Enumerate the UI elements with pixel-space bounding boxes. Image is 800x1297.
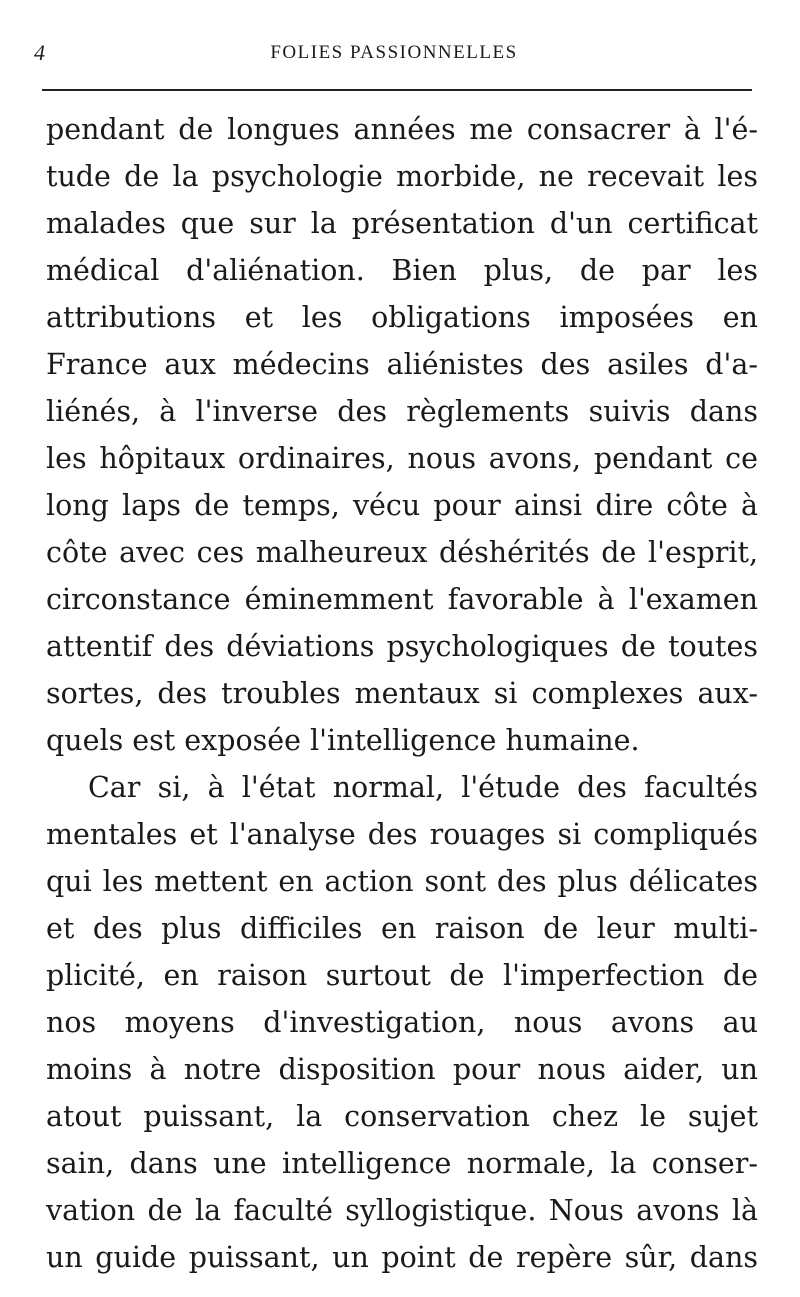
text-line: médical d'aliénation. Bien plus, de par les: [46, 254, 758, 287]
text-line: circonstance éminemment favorable à l'examen: [46, 583, 758, 616]
text-line: vation de la faculté syllogistique. Nous avons là: [46, 1194, 758, 1227]
text-line: nos moyens d'investigation, nous avons au: [46, 1006, 758, 1039]
paragraph-end-line: quels est exposée l'intelligence humaine.: [46, 724, 640, 757]
running-title: FOLIES PASSIONNELLES: [270, 42, 518, 63]
text-line: atout puissant, la conservation chez le sujet: [46, 1100, 758, 1133]
text-line: France aux médecins aliénistes des asiles d'a-: [46, 348, 758, 381]
text-line: long laps de temps, vécu pour ainsi dire côte à: [46, 489, 758, 522]
text-line: sain, dans une intelligence normale, la conser-: [46, 1147, 758, 1180]
text-line: tude de la psychologie morbide, ne recevait les: [46, 160, 758, 193]
text-line: attentif des déviations psychologiques de toutes: [46, 630, 758, 663]
paragraph-start-line: Car si, à l'état normal, l'étude des facultés: [88, 771, 758, 804]
text-line: qui les mettent en action sont des plus délicates: [46, 865, 758, 898]
text-line: mentales et l'analyse des rouages si compliqués: [46, 818, 758, 851]
text-line: liénés, à l'inverse des règlements suivis dans: [46, 395, 758, 428]
text-line: attributions et les obligations imposées en: [46, 301, 758, 334]
header-rule: [42, 89, 752, 91]
text-line: côte avec ces malheureux déshérités de l'esprit,: [46, 536, 758, 569]
text-line: et des plus difficiles en raison de leur multi-: [46, 912, 758, 945]
text-line: moins à notre disposition pour nous aider, un: [46, 1053, 758, 1086]
text-line: malades que sur la présentation d'un certificat: [46, 207, 758, 240]
page-header: [34, 40, 754, 76]
text-line: pendant de longues années me consacrer à l'é-: [46, 113, 758, 146]
text-line: plicité, en raison surtout de l'imperfection de: [46, 959, 758, 992]
body-text: [46, 106, 758, 1281]
text-line: les hôpitaux ordinaires, nous avons, pendant ce: [46, 442, 758, 475]
page-number: 4: [34, 40, 45, 65]
text-line: un guide puissant, un point de repère sûr, dans: [46, 1241, 758, 1274]
text-line: sortes, des troubles mentaux si complexes aux-: [46, 677, 758, 710]
